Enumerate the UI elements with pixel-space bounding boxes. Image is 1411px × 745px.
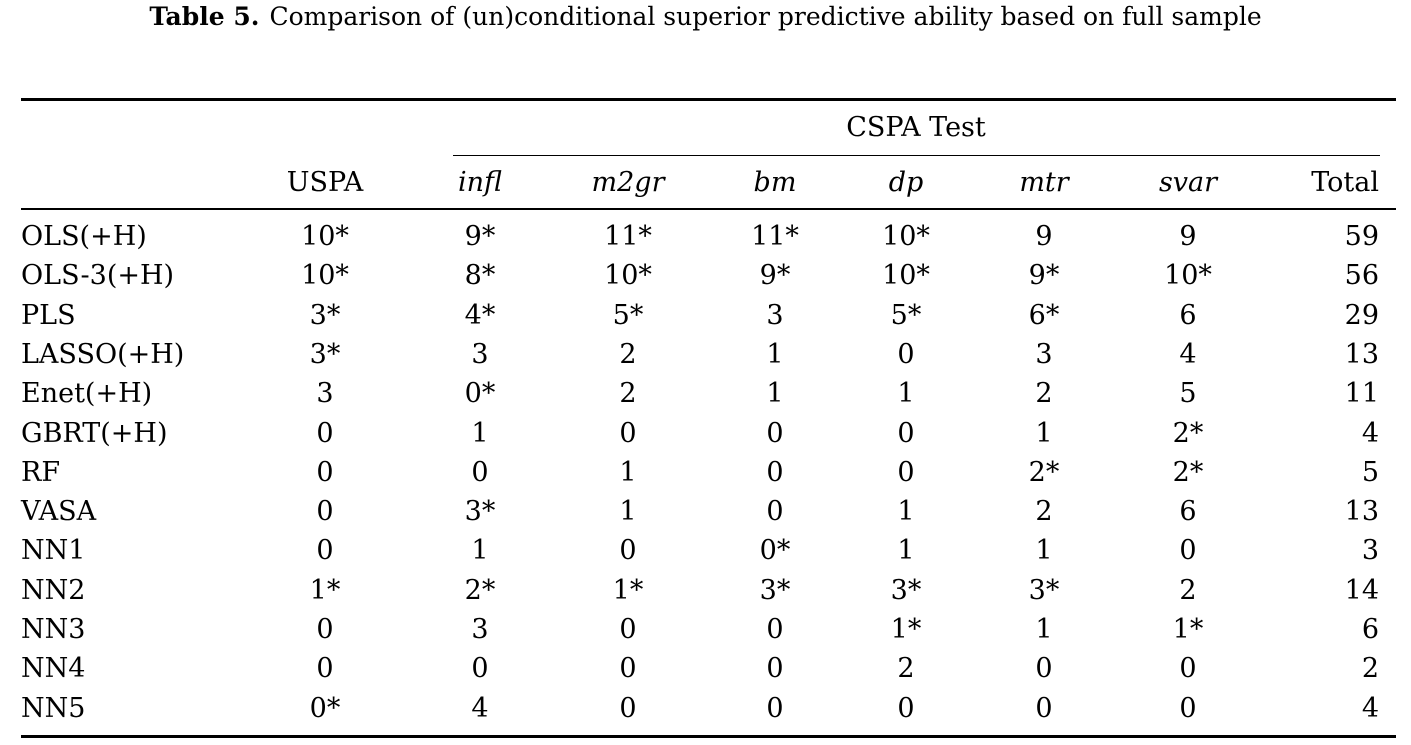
- table-cell: 1*: [309, 575, 341, 606]
- table-cell: 0: [316, 614, 334, 645]
- table-cell: 10*: [882, 221, 930, 252]
- table-cell: 2: [1035, 378, 1053, 409]
- table-cell: 1: [1035, 418, 1053, 449]
- table-cell: 8*: [464, 260, 496, 291]
- row-total: 11: [1344, 378, 1379, 409]
- table-cell: 3*: [309, 339, 341, 370]
- row-total: 56: [1344, 260, 1379, 291]
- table-cell: 2: [619, 339, 637, 370]
- row-label-ols-3-h-: OLS-3(+H): [21, 260, 175, 291]
- table-cell: 2*: [1172, 418, 1204, 449]
- table-cell: 0: [766, 496, 784, 527]
- table-cell: 11*: [604, 221, 652, 252]
- row-label-nn5: NN5: [21, 693, 86, 724]
- table-cell: 9*: [1028, 260, 1060, 291]
- header-rule: [21, 208, 1396, 210]
- table-cell: 0: [316, 535, 334, 566]
- table-cell: 2*: [1172, 457, 1204, 488]
- table-cell: 0*: [464, 378, 496, 409]
- table-cell: 0: [897, 339, 915, 370]
- table-cell: 3*: [1028, 575, 1060, 606]
- row-total: 4: [1361, 693, 1379, 724]
- table-cell: 0: [766, 457, 784, 488]
- table-cell: 2: [1179, 575, 1197, 606]
- table-cell: 5*: [612, 300, 644, 331]
- row-total: 29: [1344, 300, 1379, 331]
- row-label-rf: RF: [21, 457, 61, 488]
- table-cell: 2: [1035, 496, 1053, 527]
- table-cell: 1: [619, 457, 637, 488]
- table-cell: 0: [619, 653, 637, 684]
- table-cell: 9*: [759, 260, 791, 291]
- table-cell: 6*: [1028, 300, 1060, 331]
- table-cell: 3*: [759, 575, 791, 606]
- col-header-infl: infl: [457, 167, 503, 198]
- row-total: 6: [1361, 614, 1379, 645]
- table-cell: 0: [1035, 653, 1053, 684]
- table-cell: 3*: [890, 575, 922, 606]
- table-cell: 1: [766, 378, 784, 409]
- col-header-dp: dp: [888, 167, 924, 198]
- row-total: 2: [1361, 653, 1379, 684]
- table-cell: 0: [1179, 653, 1197, 684]
- table-cell: 0: [1179, 693, 1197, 724]
- table-cell: 3: [471, 339, 489, 370]
- table-cell: 10*: [882, 260, 930, 291]
- table-cell: 1: [897, 496, 915, 527]
- table-cell: 10*: [301, 260, 349, 291]
- table-cell: 0: [619, 535, 637, 566]
- caption-text: Comparison of (un)conditional superior predictive ability based on full sample: [269, 2, 1262, 31]
- table-cell: 10*: [1164, 260, 1212, 291]
- table-cell: 3: [316, 378, 334, 409]
- table-cell: 1*: [612, 575, 644, 606]
- table-cell: 3: [471, 614, 489, 645]
- table-cell: 9*: [464, 221, 496, 252]
- table-caption: [0, 2, 1411, 32]
- table-cell: 0: [316, 457, 334, 488]
- table-cell: 0: [316, 653, 334, 684]
- row-label-pls: PLS: [21, 300, 76, 331]
- col-header-uspa: USPA: [286, 167, 364, 198]
- table-cell: 9: [1035, 221, 1053, 252]
- row-label-nn1: NN1: [21, 535, 86, 566]
- cspa-group-header: CSPA Test: [846, 112, 986, 143]
- row-total: 13: [1344, 496, 1379, 527]
- table-cell: 1: [1035, 535, 1053, 566]
- table-cell: 1: [471, 535, 489, 566]
- table-cell: 10*: [604, 260, 652, 291]
- table-cell: 1: [471, 418, 489, 449]
- table-cell: 0*: [759, 535, 791, 566]
- table-cell: 0*: [309, 693, 341, 724]
- table-cell: 10*: [301, 221, 349, 252]
- table-cell: 4: [1179, 339, 1197, 370]
- table-cell: 3: [766, 300, 784, 331]
- col-header-bm: bm: [753, 167, 797, 198]
- bottom-rule: [21, 735, 1396, 738]
- col-header-svar: svar: [1158, 167, 1218, 198]
- table-cell: 0: [316, 418, 334, 449]
- table-cell: 0: [766, 418, 784, 449]
- row-label-vasa: VASA: [21, 496, 97, 527]
- table-cell: 0: [471, 653, 489, 684]
- cspa-group-rule: [453, 155, 1380, 156]
- table-cell: 3*: [309, 300, 341, 331]
- table-cell: 0: [897, 693, 915, 724]
- table-cell: 1: [619, 496, 637, 527]
- row-label-lasso-h-: LASSO(+H): [21, 339, 185, 370]
- table-cell: 0: [316, 496, 334, 527]
- row-label-ols-h-: OLS(+H): [21, 221, 147, 252]
- table-cell: 0: [619, 614, 637, 645]
- row-total: 14: [1344, 575, 1379, 606]
- table-cell: 1*: [890, 614, 922, 645]
- table-cell: 0: [766, 653, 784, 684]
- row-label-nn3: NN3: [21, 614, 86, 645]
- top-rule: [21, 98, 1396, 101]
- table-cell: 0: [471, 457, 489, 488]
- col-header-total: Total: [1311, 167, 1379, 198]
- table-cell: 3*: [464, 496, 496, 527]
- row-label-nn2: NN2: [21, 575, 86, 606]
- table-cell: 5: [1179, 378, 1197, 409]
- table-cell: 4*: [464, 300, 496, 331]
- table-cell: 6: [1179, 300, 1197, 331]
- row-total: 4: [1361, 418, 1379, 449]
- table-cell: 3: [1035, 339, 1053, 370]
- table-cell: 0: [619, 418, 637, 449]
- table-cell: 2*: [1028, 457, 1060, 488]
- table-cell: 1: [1035, 614, 1053, 645]
- row-label-enet-h-: Enet(+H): [21, 378, 153, 409]
- table-cell: 0: [1035, 693, 1053, 724]
- table-cell: 11*: [751, 221, 799, 252]
- table-cell: 6: [1179, 496, 1197, 527]
- table-cell: 2: [619, 378, 637, 409]
- table-cell: 1: [766, 339, 784, 370]
- table-cell: 0: [619, 693, 637, 724]
- table-cell: 4: [471, 693, 489, 724]
- row-total: 13: [1344, 339, 1379, 370]
- row-total: 59: [1344, 221, 1379, 252]
- table-cell: 2: [897, 653, 915, 684]
- table-cell: 1: [897, 535, 915, 566]
- table-cell: 0: [897, 418, 915, 449]
- row-total: 3: [1361, 535, 1379, 566]
- table-cell: 1*: [1172, 614, 1204, 645]
- col-header-mtr: mtr: [1019, 167, 1069, 198]
- table-cell: 0: [897, 457, 915, 488]
- caption-label: Table 5.: [149, 2, 260, 31]
- row-label-nn4: NN4: [21, 653, 86, 684]
- row-label-gbrt-h-: GBRT(+H): [21, 418, 168, 449]
- table-cell: 1: [897, 378, 915, 409]
- row-total: 5: [1361, 457, 1379, 488]
- table-cell: 5*: [890, 300, 922, 331]
- table-cell: 0: [766, 614, 784, 645]
- table-cell: 2*: [464, 575, 496, 606]
- col-header-m2gr: m2gr: [591, 167, 665, 198]
- table-cell: 0: [766, 693, 784, 724]
- table-cell: 0: [1179, 535, 1197, 566]
- table-cell: 9: [1179, 221, 1197, 252]
